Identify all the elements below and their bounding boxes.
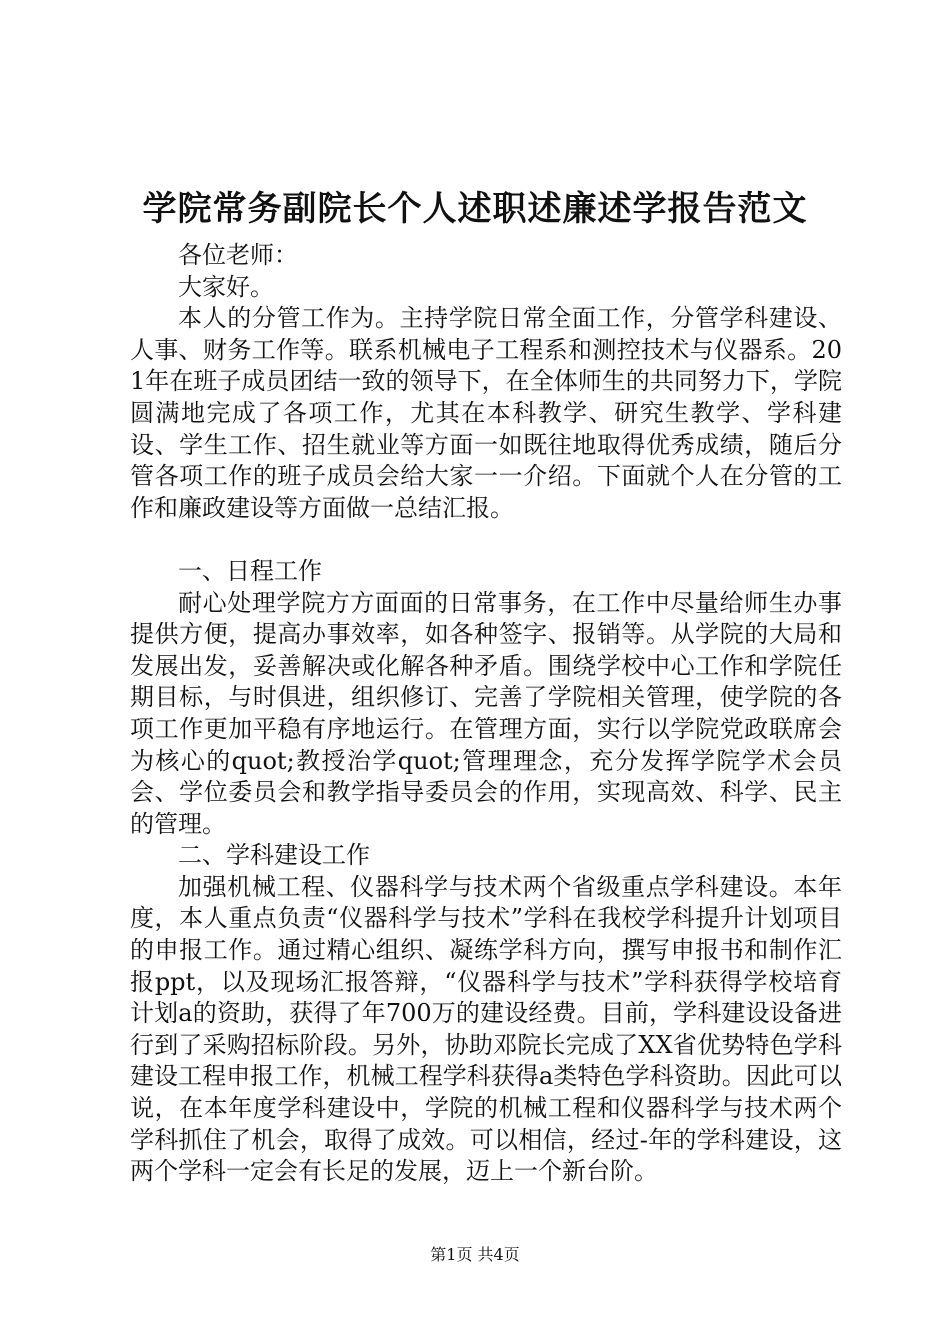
daily-work-paragraph: 耐心处理学院方方面面的日常事务，在工作中尽量给师生办事提供方便，提高办事效率，如各种签字、报销等。从学院的大局和发展出发，妥善解决或化解各种矛盾。围绕学校中心工作和学院任期目标，与时俱进，组织修订、完善了学院相关管理，使学院的各项工作更加平稳有序地运行。在管理方面，实行以学院党政联席会为核心的quot;教授治学quot;管理理念，充分发挥学院学术会员会、学位委员会和教学指导委员会的作用，实现高效、科学、民主的管理。 xyxy=(130,588,842,838)
paragraph-spacer xyxy=(130,524,842,556)
section-heading-discipline-building: 二、学科建设工作 xyxy=(178,841,370,870)
document-body xyxy=(130,240,842,1188)
page-indicator: 第1页 共4页 xyxy=(430,1245,520,1264)
document-title: 学院常务副院长个人述职述廉述学报告范文 xyxy=(142,189,808,229)
discipline-building-paragraph: 加强机械工程、仪器科学与技术两个省级重点学科建设。本年度，本人重点负责“仪器科学与技术”学科在我校学科提升计划项目的申报工作。通过精心组织、凝练学科方向，撰写申报书和制作汇报ppt，以及现场汇报答辩，“仪器科学与技术”学科获得学校培育计划a的资助，获得了年700万的建设经费。目前，学科建设设备进行到了采购招标阶段。另外，协助邓院长完成了XX省优势特色学科建设工程申报工作，机械工程学科获得a类特色学科资助。因此可以说，在本年度学科建设中，学院的机械工程和仪器科学与技术两个学科抓住了机会，取得了成效。可以相信，经过-年的学科建设，这两个学科一定会有长足的发展，迈上一个新台阶。 xyxy=(130,872,842,1186)
intro-paragraph: 本人的分管工作为。主持学院日常全面工作，分管学科建设、人事、财务工作等。联系机械电子工程系和测控技术与仪器系。201年在班子成员团结一致的领导下，在全体师生的共同努力下，学院圆满地完成了各项工作，尤其在本科教学、研究生教学、学科建设、学生工作、招生就业等方面一如既往地取得优秀成绩，随后分管各项工作的班子成员会给大家一一介绍。下面就个人在分管的工作和廉政建设等方面做一总结汇报。 xyxy=(130,304,842,522)
greeting: 大家好。 xyxy=(178,272,274,301)
salutation: 各位老师： xyxy=(178,241,298,269)
section-heading-daily-work: 一、日程工作 xyxy=(178,556,322,585)
